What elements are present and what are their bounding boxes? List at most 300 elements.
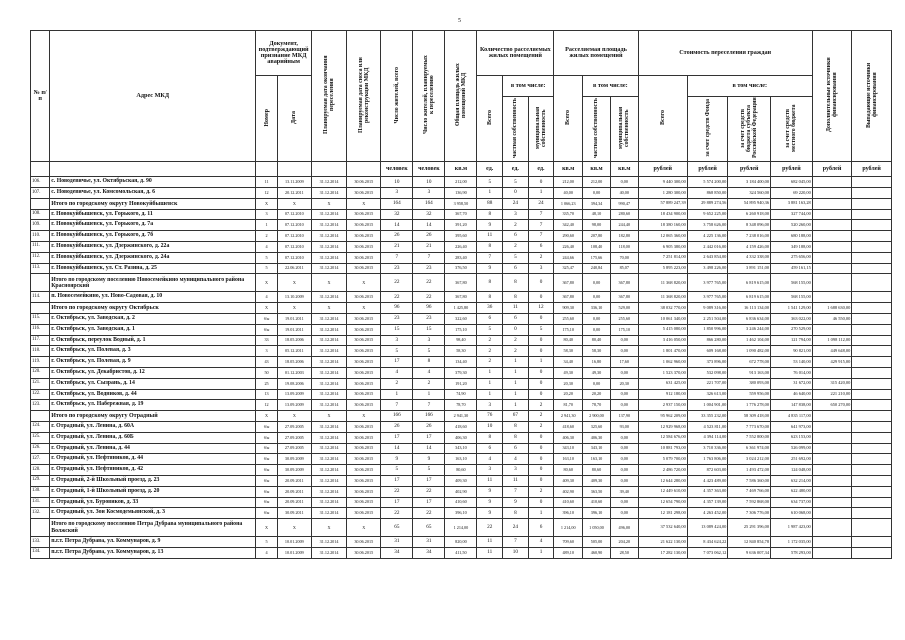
row-count-total: 9 — [477, 220, 503, 231]
row-cost-lost — [852, 292, 892, 303]
row-area-sum: 1 066,23 — [554, 198, 583, 209]
row-planned-end: 31.12.2014 — [311, 292, 346, 303]
row-cost-local: 1 987 423,00 — [771, 519, 813, 537]
row-area-total: 74,90 — [445, 389, 477, 400]
row-cost-extra — [812, 252, 852, 263]
row-cost-subject: 4 159 426,00 — [728, 241, 771, 252]
row-cost-extra — [812, 263, 852, 274]
header-document: Документ, подтверждающий признание МКД аварийным — [256, 31, 312, 76]
row-area-municipal: 0,00 — [610, 508, 638, 519]
row-count-municipal: 0 — [528, 367, 554, 378]
row-cost-subject: 7 469 766,00 — [728, 486, 771, 497]
row-count-private: 0 — [503, 188, 529, 199]
row-planned-demolition: 30.06.2015 — [347, 454, 381, 465]
row-doc-number: 3 — [256, 346, 277, 357]
row-cost-subject: 6 260 918,00 — [728, 209, 771, 220]
row-doc-date: 18.05.2006 — [277, 335, 311, 346]
row-count-private: 11 — [503, 303, 529, 314]
table-row — [31, 357, 892, 368]
row-count-private: 7 — [503, 537, 529, 548]
row-cost-fund: 4 263 452,00 — [687, 508, 728, 519]
row-planned-end: 31.12.2014 — [311, 421, 346, 432]
row-planned-end: 31.12.2014 — [311, 209, 346, 220]
row-area-total: 322,60 — [445, 313, 477, 324]
row-doc-number: б/н — [256, 443, 277, 454]
row-planned-end: 31.12.2014 — [311, 177, 346, 188]
row-cost-local: 568 155,00 — [771, 292, 813, 303]
row-area-total: 396,10 — [445, 508, 477, 519]
row-cost-lost — [852, 443, 892, 454]
row-count-total: 11 — [477, 475, 503, 486]
row-planned-demolition: X — [347, 519, 381, 537]
row-doc-date: 20.09.2011 — [277, 497, 311, 508]
row-area-municipal: 39,40 — [610, 486, 638, 497]
row-cost-extra — [812, 188, 852, 199]
row-area-private: 343,10 — [583, 443, 611, 454]
row-address: г. Октябрьск, ул. Полевая, д. 9 — [50, 357, 256, 368]
row-doc-date: 13.11.2009 — [277, 177, 311, 188]
row-cost-lost — [852, 177, 892, 188]
table-row — [31, 389, 892, 400]
row-planned-demolition: 30.06.2015 — [347, 220, 381, 231]
row-area-municipal: 28,50 — [610, 547, 638, 558]
row-cost-lost — [852, 263, 892, 274]
unit-count-municipal: ед. — [528, 162, 554, 177]
row-cost-subject: 913 163,00 — [728, 367, 771, 378]
row-number: 131. — [31, 497, 50, 508]
row-area-sum: 909,30 — [554, 303, 583, 314]
row-cost-local: 568 155,00 — [771, 274, 813, 292]
row-cost-local: 275 656,00 — [771, 252, 813, 263]
row-area-private: 48,10 — [583, 209, 611, 220]
row-cost-fund: 5 574 200,00 — [687, 177, 728, 188]
row-area-municipal: 0,00 — [610, 475, 638, 486]
row-number — [31, 303, 50, 314]
row-doc-number: 2 — [256, 231, 277, 242]
row-cost-lost — [852, 274, 892, 292]
header-doc-number: Номер — [263, 108, 270, 127]
row-area-municipal: 85,07 — [610, 263, 638, 274]
row-count-private: 8 — [503, 508, 529, 519]
table-row — [31, 547, 892, 558]
row-cost-extra — [812, 454, 852, 465]
unit-cost-total: рублей — [638, 162, 687, 177]
row-doc-number: 12 — [256, 188, 277, 199]
row-area-total: 2 941,30 — [445, 411, 477, 422]
unit-cost-fund: рублей — [687, 162, 728, 177]
row-count-municipal: 2 — [528, 486, 554, 497]
row-doc-number: б/н — [256, 432, 277, 443]
row-residents-total: 22 — [381, 486, 413, 497]
row-residents-planned: 34 — [413, 547, 445, 558]
row-area-total: 134,40 — [445, 357, 477, 368]
row-address: г. Октябрьск, ул. Сызрань, д. 14 — [50, 378, 256, 389]
row-doc-date: 07.12.2010 — [277, 252, 311, 263]
row-area-total: 226,40 — [445, 241, 477, 252]
row-residents-planned: 10 — [413, 177, 445, 188]
row-doc-date: X — [277, 411, 311, 422]
row-planned-end: 31.12.2014 — [311, 335, 346, 346]
row-number: 108. — [31, 209, 50, 220]
row-area-total: 410,60 — [445, 497, 477, 508]
row-cost-extra — [812, 432, 852, 443]
row-residents-total: 9 — [381, 454, 413, 465]
row-count-municipal: 0 — [528, 346, 554, 357]
row-count-total: 1 — [477, 188, 503, 199]
header-doc-date: Дата — [291, 111, 298, 124]
row-residents-total: 2 — [381, 378, 413, 389]
row-planned-demolition: 30.06.2015 — [347, 324, 381, 335]
row-count-total: 2 — [477, 357, 503, 368]
row-cost-fund: 3 758 626,00 — [687, 220, 728, 231]
row-area-sum: 81,70 — [554, 400, 583, 411]
row-cost-extra — [812, 443, 852, 454]
header-cost-local: за счет средств местного бюджета — [785, 104, 798, 152]
row-residents-total: 14 — [381, 443, 413, 454]
row-residents-planned: 26 — [413, 421, 445, 432]
row-cost-extra — [812, 367, 852, 378]
row-residents-planned: 166 — [413, 411, 445, 422]
row-doc-date: 20.09.2011 — [277, 486, 311, 497]
row-count-municipal: 0 — [528, 443, 554, 454]
header-area-private: частная собственность — [593, 98, 600, 158]
row-cost-lost — [852, 400, 892, 411]
row-doc-number: 12 — [256, 400, 277, 411]
row-cost-subject: 16 113 134,00 — [728, 303, 771, 314]
row-cost-total: 3 416 050,00 — [638, 335, 687, 346]
row-cost-local: 4 835 117,00 — [771, 411, 813, 422]
row-cost-local: 327 744,00 — [771, 209, 813, 220]
row-area-private: 58,30 — [583, 346, 611, 357]
row-planned-end: X — [311, 198, 346, 209]
row-cost-lost — [852, 335, 892, 346]
row-count-total: 4 — [477, 454, 503, 465]
row-planned-end: 31.12.2014 — [311, 497, 346, 508]
row-residents-total: 23 — [381, 313, 413, 324]
table-row — [31, 188, 892, 199]
row-cost-lost — [852, 475, 892, 486]
row-planned-demolition: 30.06.2015 — [347, 252, 381, 263]
row-count-municipal: 2 — [528, 252, 554, 263]
row-number: 106. — [31, 177, 50, 188]
unit-count-total: ед. — [477, 162, 503, 177]
row-cost-extra — [812, 547, 852, 558]
row-area-municipal: 0,00 — [610, 177, 638, 188]
row-residents-planned: 96 — [413, 303, 445, 314]
row-cost-extra: 221 210,00 — [812, 389, 852, 400]
row-cost-total: 17 282 130,00 — [638, 547, 687, 558]
unit-cost-local: рублей — [771, 162, 813, 177]
row-count-private: 0 — [503, 324, 529, 335]
row-planned-demolition: X — [347, 303, 381, 314]
row-doc-date: 19.08.2006 — [277, 378, 311, 389]
row-area-total: 376,50 — [445, 263, 477, 274]
row-count-private: 5 — [503, 177, 529, 188]
row-cost-fund: 609 168,00 — [687, 346, 728, 357]
row-count-total: 1 — [477, 378, 503, 389]
row-area-sum: 20,30 — [554, 378, 583, 389]
row-residents-planned: 7 — [413, 252, 445, 263]
row-cost-total: 5 895 223,00 — [638, 263, 687, 274]
unit-area-sum: кв.м — [554, 162, 583, 177]
header-address: Адрес МКД — [50, 31, 256, 162]
row-cost-subject: 7 552 800,00 — [728, 432, 771, 443]
row-area-private: 240,84 — [583, 263, 611, 274]
row-cost-lost — [852, 378, 892, 389]
row-count-private: 3 — [503, 209, 529, 220]
row-cost-subject: 9 636 007,34 — [728, 547, 771, 558]
row-count-total: 76 — [477, 411, 503, 422]
row-residents-planned: 2 — [413, 378, 445, 389]
row-address: г. Отрадный, ул. Нефтяников, д. 42 — [50, 465, 256, 476]
header-num: № п/п — [31, 31, 50, 162]
row-doc-date: 10.01.2009 — [277, 537, 311, 548]
row-cost-fund: 13 089 424,00 — [687, 519, 728, 537]
row-area-total: 395,60 — [445, 231, 477, 242]
row-count-private: 67 — [503, 411, 529, 422]
row-planned-end: 31.12.2014 — [311, 475, 346, 486]
row-count-municipal: 1 — [528, 357, 554, 368]
row-address: г. Отрадный, ул. Нефтяников, д. 44 — [50, 454, 256, 465]
row-residents-total: 17 — [381, 432, 413, 443]
row-doc-date: X — [277, 274, 311, 292]
row-number: 126. — [31, 443, 50, 454]
row-cost-total: 6 905 380,00 — [638, 241, 687, 252]
row-count-total: 8 — [477, 292, 503, 303]
row-cost-fund: 4 523 811,00 — [687, 421, 728, 432]
row-area-municipal: 0,00 — [610, 454, 638, 465]
row-residents-planned: 23 — [413, 263, 445, 274]
row-residents-total: 4 — [381, 367, 413, 378]
row-count-municipal: 0 — [528, 313, 554, 324]
row-address: г. Отрадный, ул. Ленина, д. 60Б — [50, 432, 256, 443]
row-doc-date: 27.09.2005 — [277, 432, 311, 443]
row-planned-end: X — [311, 274, 346, 292]
row-area-sum: 396,10 — [554, 508, 583, 519]
row-cost-total: 1 523 370,00 — [638, 367, 687, 378]
row-count-total: 6 — [477, 313, 503, 324]
row-cost-subject: 6 819 615,00 — [728, 274, 771, 292]
row-planned-end: 31.12.2014 — [311, 537, 346, 548]
row-doc-number: б/н — [256, 324, 277, 335]
row-number: 123. — [31, 400, 50, 411]
row-cost-local: 526 099,00 — [771, 443, 813, 454]
row-cost-extra — [812, 475, 852, 486]
row-area-municipal: 0,00 — [610, 443, 638, 454]
row-cost-subject: 3 184 400,00 — [728, 177, 771, 188]
row-planned-demolition: 30.06.2015 — [347, 241, 381, 252]
resettlement-table — [30, 30, 892, 559]
row-residents-planned: 14 — [413, 443, 445, 454]
row-cost-extra — [812, 198, 852, 209]
row-cost-subject: 25 291 396,00 — [728, 519, 771, 537]
row-cost-local: 520 260,00 — [771, 220, 813, 231]
row-residents-total: 14 — [381, 220, 413, 231]
row-area-total: 379,30 — [445, 367, 477, 378]
row-number: 107. — [31, 188, 50, 199]
row-cost-local: 634 737,00 — [771, 497, 813, 508]
row-count-total: 11 — [477, 537, 503, 548]
row-count-municipal: 6 — [528, 519, 554, 537]
row-planned-end: 31.12.2014 — [311, 263, 346, 274]
row-cost-subject: 672 778,00 — [728, 357, 771, 368]
row-cost-extra: 1 688 630,00 — [812, 303, 852, 314]
row-address: с. Новодевичье, ул. Комсомольская, д. 6 — [50, 188, 256, 199]
row-cost-fund: 4 225 136,00 — [687, 231, 728, 242]
row-planned-demolition: 30.06.2015 — [347, 432, 381, 443]
row-doc-date: 01.12.2003 — [277, 367, 311, 378]
row-cost-subject: 324 560,00 — [728, 188, 771, 199]
header-area-including: в том числе: — [583, 76, 639, 97]
row-number — [31, 274, 50, 292]
row-cost-lost — [852, 209, 892, 220]
row-count-private: 6 — [503, 263, 529, 274]
row-cost-extra: 449 648,00 — [812, 346, 852, 357]
row-number: 112. — [31, 252, 50, 263]
row-cost-extra — [812, 292, 852, 303]
row-cost-total: 1 062 960,00 — [638, 357, 687, 368]
row-cost-extra — [812, 241, 852, 252]
row-cost-fund: 326 613,00 — [687, 389, 728, 400]
row-residents-total: 1 — [381, 389, 413, 400]
row-number — [31, 198, 50, 209]
row-address: г. Новокуйбышевск, ул. Горького, д. 7б — [50, 231, 256, 242]
row-cost-fund: 9 089 316,00 — [687, 303, 728, 314]
row-cost-total: 5 415 080,00 — [638, 324, 687, 335]
row-cost-total: 12 584 676,00 — [638, 432, 687, 443]
row-area-sum: 244,66 — [554, 252, 583, 263]
row-cost-lost — [852, 454, 892, 465]
row-number: 113. — [31, 263, 50, 274]
row-cost-fund: 7 073 062,12 — [687, 547, 728, 558]
row-cost-fund: 3 498 226,00 — [687, 263, 728, 274]
table-row — [31, 432, 892, 443]
row-residents-total: 3 — [381, 335, 413, 346]
row-area-sum: 343,10 — [554, 443, 583, 454]
row-count-private: 6 — [503, 231, 529, 242]
row-planned-demolition: 30.06.2015 — [347, 389, 381, 400]
row-residents-total: 65 — [381, 519, 413, 537]
table-row — [31, 313, 892, 324]
row-planned-end: 31.12.2014 — [311, 367, 346, 378]
table-row — [31, 209, 892, 220]
row-area-sum: 175,10 — [554, 324, 583, 335]
row-cost-total: 11 368 820,00 — [638, 274, 687, 292]
unit-area-total: кв.м — [445, 162, 477, 177]
row-cost-subject: 3 024 212,00 — [728, 454, 771, 465]
row-residents-planned: 22 — [413, 486, 445, 497]
row-cost-subject: 12 840 854,78 — [728, 537, 771, 548]
row-cost-fund: 3 977 765,00 — [687, 292, 728, 303]
row-doc-date: 30.09.2009 — [277, 454, 311, 465]
row-cost-total: 12 181 298,00 — [638, 508, 687, 519]
row-count-total: 2 — [477, 346, 503, 357]
row-planned-end: 31.12.2014 — [311, 432, 346, 443]
row-cost-subject: 7 586 360,00 — [728, 475, 771, 486]
table-row — [31, 454, 892, 465]
row-count-municipal: 0 — [528, 432, 554, 443]
row-count-municipal: 0 — [528, 292, 554, 303]
header-extra-sources: Дополнительные источники финансирования — [825, 57, 839, 133]
row-cost-local: 349 188,00 — [771, 241, 813, 252]
row-planned-demolition: 30.06.2015 — [347, 400, 381, 411]
row-planned-end: 31.12.2014 — [311, 324, 346, 335]
row-count-municipal: 0 — [528, 465, 554, 476]
row-cost-lost — [852, 411, 892, 422]
row-planned-end: X — [311, 519, 346, 537]
row-area-municipal: 118,00 — [610, 241, 638, 252]
row-area-municipal: 280,60 — [610, 209, 638, 220]
row-cost-local: 147 838,00 — [771, 400, 813, 411]
row-count-total: 1 — [477, 389, 503, 400]
unit-cost-lost: рублей — [852, 162, 892, 177]
row-area-private: 0,00 — [583, 188, 611, 199]
row-count-total: 9 — [477, 508, 503, 519]
row-cost-subject: 54 895 940,36 — [728, 198, 771, 209]
row-cost-local: 46 640,00 — [771, 389, 813, 400]
row-doc-date: 05.12.2011 — [277, 346, 311, 357]
row-area-sum: 342,40 — [554, 220, 583, 231]
row-planned-demolition: 30.06.2015 — [347, 443, 381, 454]
row-doc-date: 07.12.2010 — [277, 209, 311, 220]
row-cost-fund: 1 850 996,00 — [687, 324, 728, 335]
row-area-sum: 163,10 — [554, 454, 583, 465]
row-area-sum: 325,47 — [554, 263, 583, 274]
row-count-municipal: 7 — [528, 220, 554, 231]
row-area-municipal: 182,80 — [610, 231, 638, 242]
table-row — [31, 324, 892, 335]
row-cost-local: 3 881 163,28 — [771, 198, 813, 209]
row-area-total: 402,90 — [445, 486, 477, 497]
row-address: г. Октябрьск, переулок Водный, д. 1 — [50, 335, 256, 346]
row-count-municipal: 1 — [528, 188, 554, 199]
row-cost-total: 10 881 793,00 — [638, 443, 687, 454]
row-count-private: 6 — [503, 443, 529, 454]
row-cost-extra — [812, 486, 852, 497]
row-area-total: 367,80 — [445, 292, 477, 303]
row-count-total: 1 — [477, 367, 503, 378]
row-cost-total: 12 065 360,00 — [638, 231, 687, 242]
row-address: г. Отрадный, 1-й Школьный проезд, д. 20 — [50, 486, 256, 497]
row-residents-total: 96 — [381, 303, 413, 314]
row-cost-lost — [852, 313, 892, 324]
row-cost-lost — [852, 231, 892, 242]
row-planned-demolition: 30.06.2015 — [347, 537, 381, 548]
row-cost-fund: 29 889 274,56 — [687, 198, 728, 209]
row-cost-total: 18 380 160,00 — [638, 220, 687, 231]
row-cost-extra: 429 915,00 — [812, 357, 852, 368]
row-count-total: 6 — [477, 443, 503, 454]
row-area-private: 16,80 — [583, 357, 611, 368]
row-area-private: 49,30 — [583, 367, 611, 378]
header-area-municipal: муниципальная собственность — [618, 106, 631, 150]
row-count-private: 2 — [503, 220, 529, 231]
row-cost-lost — [852, 252, 892, 263]
row-cost-lost — [852, 357, 892, 368]
row-count-private: 8 — [503, 432, 529, 443]
row-count-municipal: 5 — [528, 324, 554, 335]
row-area-total: 163,10 — [445, 454, 477, 465]
row-cost-fund: 2 442 016,00 — [687, 241, 728, 252]
row-cost-subject: 1 776 278,00 — [728, 400, 771, 411]
row-area-municipal: 255,60 — [610, 313, 638, 324]
header-cost-group: Стоимость переселения граждан — [638, 31, 812, 76]
row-area-private: 406,30 — [583, 432, 611, 443]
row-area-municipal: 175,10 — [610, 324, 638, 335]
row-cost-lost — [852, 508, 892, 519]
row-address: Итого по городскому поселению Петра Дубрава муниципального района Волжский — [50, 519, 256, 537]
row-planned-end: 31.12.2014 — [311, 220, 346, 231]
